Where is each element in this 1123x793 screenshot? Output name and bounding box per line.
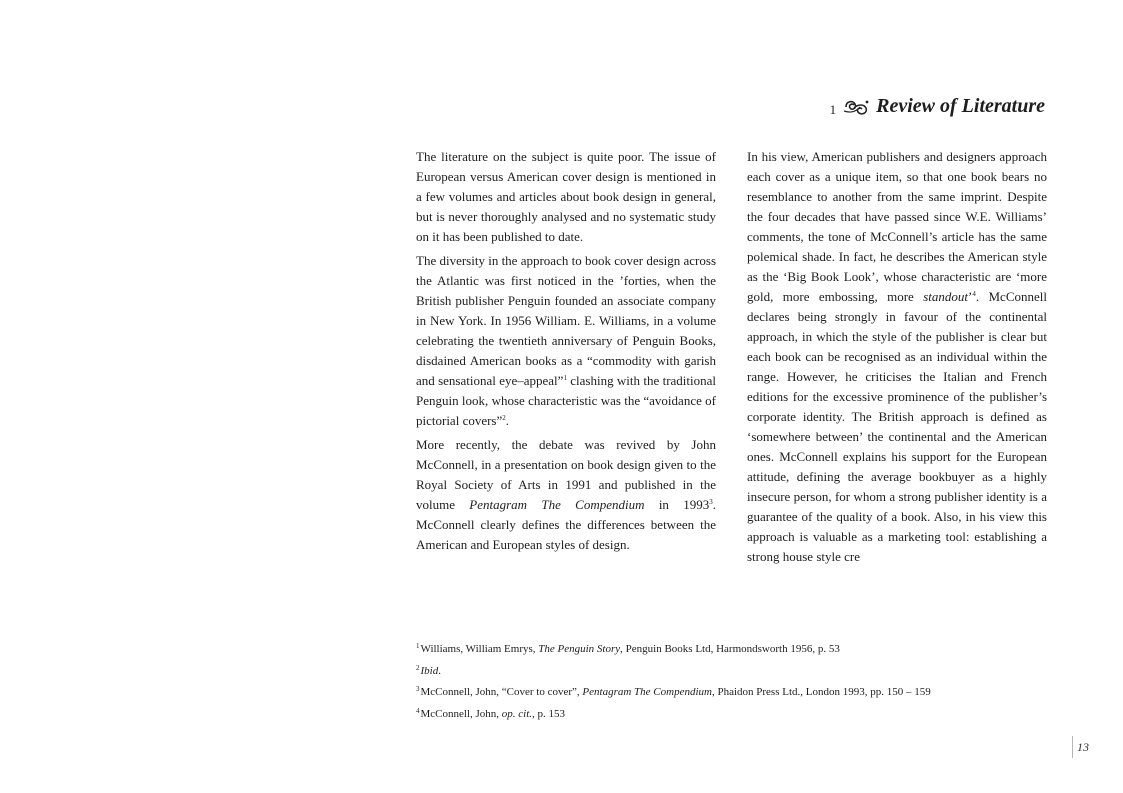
swirl-ornament-icon xyxy=(842,94,870,118)
paragraph: More recently, the debate was revived by John McConnell, in a presentation on book design given to the Royal Society of Arts in 1991 and published in the volume Pentagram The Compendium in 1993$^3$. McConnell clearly defines the differences between the American and European styles of design. xyxy=(416,437,716,552)
paragraph: The literature on the subject is quite poor. The issue of European versus American cover design is mentioned in a few volumes and articles about book design in general, but is never thoroughly analysed and no systematic study on it has been published to date. xyxy=(416,149,716,244)
emphasis-text: standout xyxy=(923,289,969,304)
paragraph: The diversity in the approach to book cover design across the Atlantic was first noticed in the ’forties, when the British publisher Penguin founded an associate company in New York. In 1956 William. E. Williams, in a volume celebrating the twentieth anniversary of Penguin Books, disdained American books as a “commodity with garish and sensational eye–appeal”$^1$ clashing with the traditional Penguin look, whose characteristic was the “avoidance of pictorial covers”$^2$. xyxy=(416,253,716,428)
footnotes xyxy=(416,637,1016,723)
chapter-number: 1 xyxy=(829,102,837,117)
footnote: $^2$Ibid. xyxy=(416,663,441,677)
footnote-ref: 2 xyxy=(502,414,506,422)
paragraph: In his view, American publishers and designers approach each cover as a unique item, so that one book bears no resemblance to another from the same imprint. Despite the four decades that have passed since W.E. Williams’ comments, the tone of McConnell’s article has the same polemical shade. In fact, he describes the American style as the ‘Big Book Look’, whose characteristic are ‘more gold, more embossing, more standout’$^4$. McConnell declares being strongly in favour of the continental approach, in which the style of the publisher is clear but each book can be recognised as an individual within the range. However, he criticises the Italian and French editions for the excessive prominence of the publisher’s corporate identity. The British approach is defined as ‘somewhere between’ the continental and the American ones. McConnell explains his support for the European attitude, defining the average bookbuyer as a highly insecure person, for whom a strong publisher identity is a guarantee of the quality of a book. Also, in his view this approach is valuable as a marketing tool: establishing a strong house style cre xyxy=(747,149,1047,564)
footnote-ref: 4 xyxy=(972,290,976,298)
chapter-title: Review of Literature xyxy=(876,95,1045,117)
footnote-ref: 3 xyxy=(709,498,713,506)
page-number-box xyxy=(1072,736,1089,758)
footnote: $^3$McConnell, John, “Cover to cover”, Pentagram The Compendium, Phaidon Press Ltd., London 1993, pp. 150 – 159 xyxy=(416,685,931,698)
book-title: Pentagram The Compendium xyxy=(469,497,645,512)
right-text-column xyxy=(747,147,1047,595)
footnote-ref: 1 xyxy=(563,374,567,382)
footnote: $^4$McConnell, John, op. cit., p. 153 xyxy=(416,706,566,720)
footnote: $^1$Williams, William Emrys, The Penguin Story, Penguin Books Ltd, Harmondsworth 1956, p. 53 xyxy=(416,642,840,655)
chapter-heading xyxy=(830,94,1045,118)
left-text-column xyxy=(416,147,716,595)
page-number: 13 xyxy=(1077,739,1089,754)
